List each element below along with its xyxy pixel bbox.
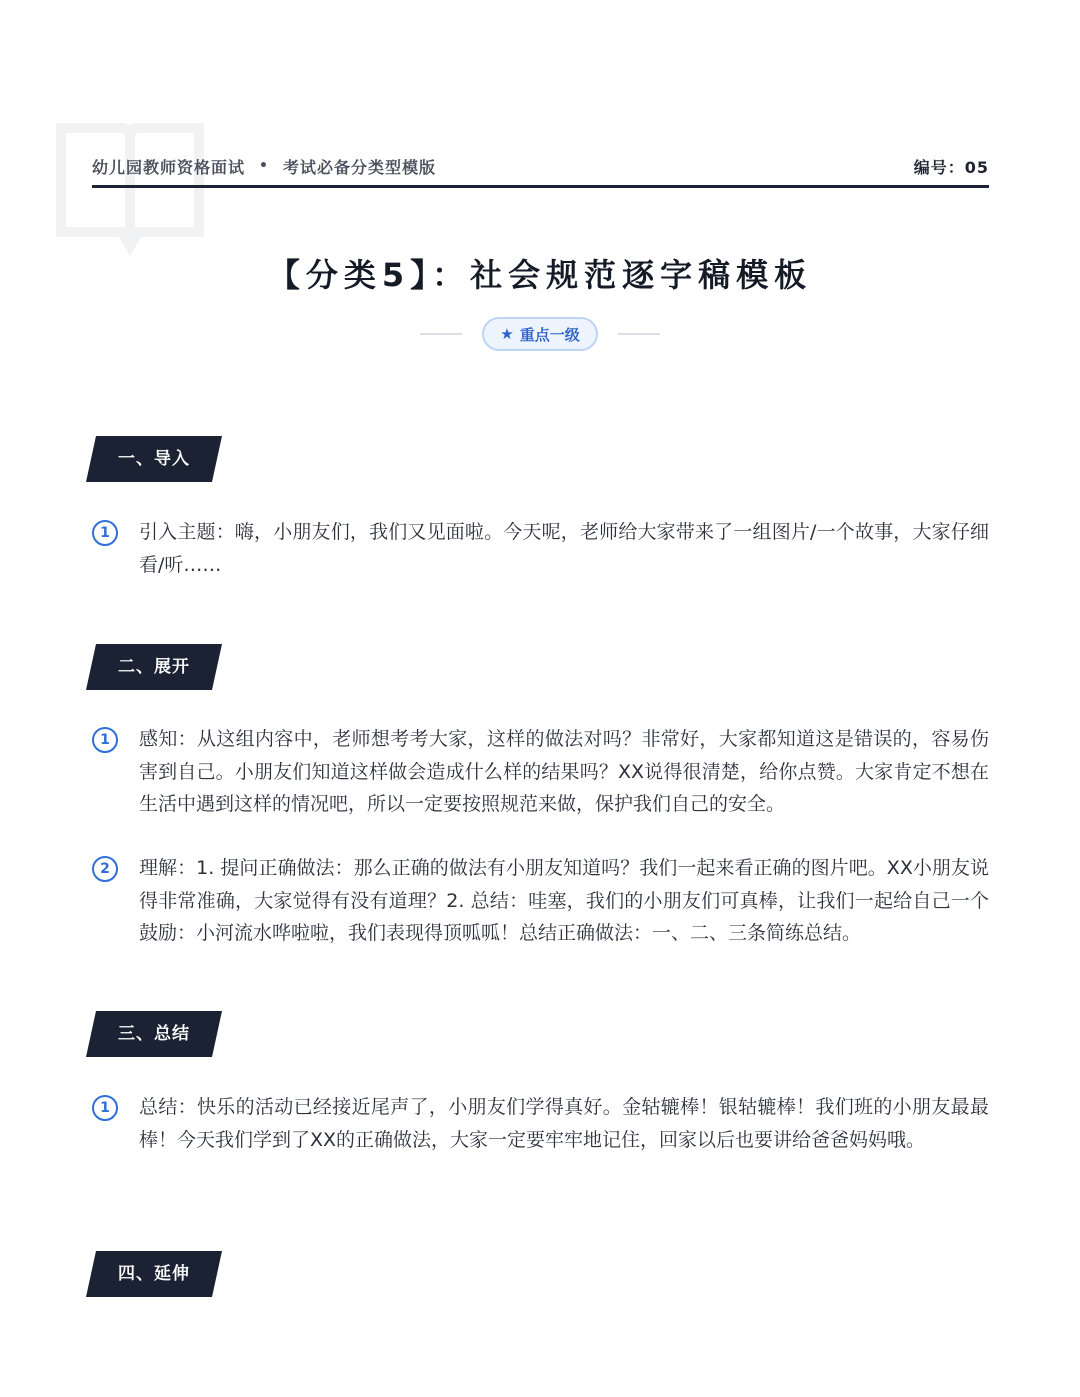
star-icon: ★ [500,325,514,343]
header-divider [92,185,989,188]
badge-label: 重点一级 [519,325,580,344]
section-heading-label: 四、延伸 [118,1264,190,1284]
section-heading-label: 二、展开 [118,657,190,677]
header-subtitle: 考试必备分类型模版 [282,157,436,177]
page-header [92,154,989,178]
header-separator: • [259,158,269,174]
section-heading-label: 一、导入 [118,449,190,469]
priority-badge [482,317,597,351]
item-number-badge: 1 [92,727,118,753]
badge-row [0,316,1080,352]
book-watermark-icon [55,122,205,262]
section-heading-extension [86,1251,226,1299]
header-title: 幼儿园教师资格面试 [92,157,246,177]
section-heading-develop [86,644,226,692]
list-item [92,723,989,821]
item-number-badge: 1 [92,520,118,546]
section-heading-summary [86,1011,226,1059]
item-text: 感知：从这组内容中，老师想考考大家，这样的做法对吗？非常好，大家都知道这是错误的，容易伤害到自己。小朋友们知道这样做会造成什么样的结果吗？XX说得很清楚，给你点赞。大家肯定不想在生活中遇到这样的情况吧，所以一定要按照规范来做，保护我们自己的安全。 [139,728,989,815]
page-title: 【分类5】：社会规范逐字稿模板 [267,256,813,294]
item-text: 引入主题：嗨，小朋友们，我们又见面啦。今天呢，老师给大家带来了一组图片/一个故事，大家仔细看/听…… [139,521,989,576]
section-heading-intro [86,436,226,484]
badge-line-right [618,333,660,335]
item-text: 总结：快乐的活动已经接近尾声了，小朋友们学得真好。金轱辘棒！银轱辘棒！我们班的小朋友最最棒！今天我们学到了XX的正确做法，大家一定要牢牢地记住，回家以后也要讲给爸爸妈妈哦。 [139,1096,989,1151]
section-heading-label: 三、总结 [118,1024,190,1044]
list-item [92,516,989,582]
list-item [92,1091,989,1189]
item-number-badge: 2 [92,856,118,882]
item-text: 理解：1. 提问正确做法：那么正确的做法有小朋友知道吗？我们一起来看正确的图片吧。XX小朋友说得非常准确，大家觉得有没有道理？2. 总结：哇塞，我们的小朋友们可真棒，让我们一起给自己一个鼓励：小河流水哗啦啦，我们表现得顶呱呱！总结正确做法：一、二、三条简练总结。 [139,857,989,944]
list-item [92,852,989,950]
item-number-badge: 1 [92,1095,118,1121]
doc-number: 编号：05 [913,157,989,177]
badge-line-left [420,333,462,335]
